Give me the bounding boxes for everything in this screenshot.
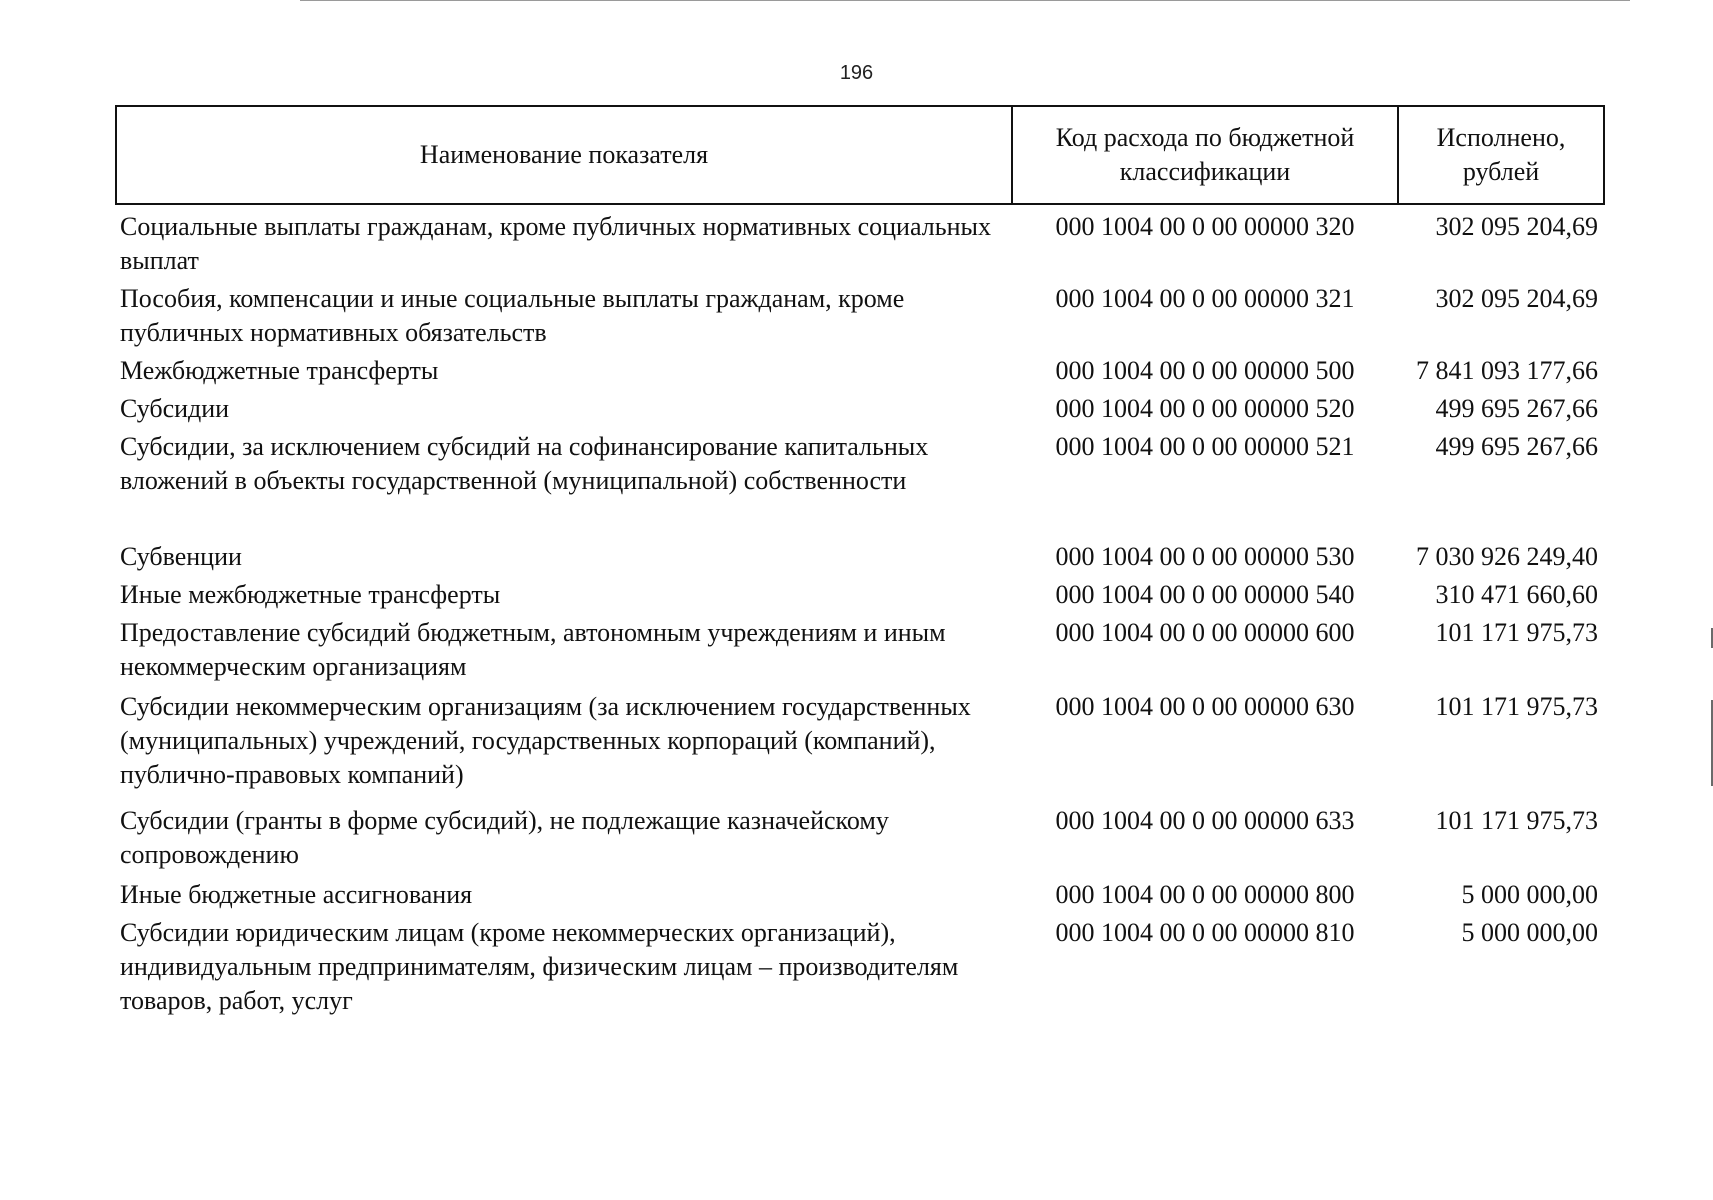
table-row — [116, 352, 1604, 390]
row-name: Межбюджетные трансферты — [120, 356, 439, 385]
table-row — [116, 280, 1604, 352]
row-code: 000 1004 00 0 00 00000 600 — [1055, 618, 1355, 647]
row-name: Субсидии (гранты в форме субсидий), не подлежащие казначейскому сопровождению — [120, 806, 889, 869]
row-amount: 5 000 000,00 — [1461, 918, 1598, 947]
table-row — [116, 538, 1604, 576]
table-row — [116, 876, 1604, 914]
table-row — [116, 914, 1604, 1022]
row-name: Пособия, компенсации и иные социальные выплаты гражданам, кроме публичных нормативных обязательств — [120, 284, 905, 347]
row-amount: 101 171 975,73 — [1435, 692, 1598, 721]
row-amount: 302 095 204,69 — [1435, 284, 1598, 313]
top-rule — [300, 0, 1630, 1]
row-amount: 7 030 926 249,40 — [1416, 542, 1598, 571]
row-name: Предоставление субсидий бюджетным, автономным учреждениям и иным некоммерческим организациям — [120, 618, 946, 681]
column-header-amount: Исполнено, рублей — [1398, 106, 1604, 204]
row-amount: 5 000 000,00 — [1461, 880, 1598, 909]
row-amount: 7 841 093 177,66 — [1416, 356, 1598, 385]
row-name: Социальные выплаты гражданам, кроме публичных нормативных социальных выплат — [120, 212, 991, 275]
table-row — [116, 614, 1604, 688]
row-name: Субсидии — [120, 394, 230, 423]
row-code: 000 1004 00 0 00 00000 520 — [1055, 394, 1355, 423]
row-name: Субсидии, за исключением субсидий на софинансирование капитальных вложений в объекты государственной (муниципальной) собственности — [120, 432, 929, 495]
row-code: 000 1004 00 0 00 00000 800 — [1055, 880, 1355, 909]
table-row — [116, 576, 1604, 614]
row-code: 000 1004 00 0 00 00000 320 — [1055, 212, 1355, 241]
header-row — [116, 106, 1604, 204]
row-amount: 101 171 975,73 — [1435, 618, 1598, 647]
page-number: 196 — [839, 62, 874, 84]
table-row — [116, 204, 1604, 280]
table-row — [116, 802, 1604, 876]
column-header-name: Наименование показателя — [116, 106, 1012, 204]
row-amount: 302 095 204,69 — [1435, 212, 1598, 241]
table-header — [116, 106, 1604, 204]
expenditure-table — [115, 105, 1605, 1022]
row-code: 000 1004 00 0 00 00000 321 — [1055, 284, 1355, 313]
row-name: Иные бюджетные ассигнования — [120, 880, 473, 909]
row-amount: 101 171 975,73 — [1435, 806, 1598, 835]
row-code: 000 1004 00 0 00 00000 521 — [1055, 432, 1355, 461]
row-code: 000 1004 00 0 00 00000 530 — [1055, 542, 1355, 571]
table-row — [116, 428, 1604, 538]
row-code: 000 1004 00 0 00 00000 630 — [1055, 692, 1355, 721]
row-name: Субсидии некоммерческим организациям (за исключением государственных (муниципальных) учреждений, государственных корпораций (компаний), публично-правовых компаний) — [120, 692, 971, 789]
row-code: 000 1004 00 0 00 00000 540 — [1055, 580, 1355, 609]
row-amount: 499 695 267,66 — [1435, 432, 1598, 461]
row-name: Иные межбюджетные трансферты — [120, 580, 501, 609]
row-amount: 499 695 267,66 — [1435, 394, 1598, 423]
row-name: Субвенции — [120, 542, 242, 571]
column-header-code: Код расхода по бюджетной классификации — [1012, 106, 1398, 204]
row-code: 000 1004 00 0 00 00000 633 — [1055, 806, 1355, 835]
row-amount: 310 471 660,60 — [1435, 580, 1598, 609]
row-code: 000 1004 00 0 00 00000 500 — [1055, 356, 1355, 385]
table-row — [116, 390, 1604, 428]
row-name: Субсидии юридическим лицам (кроме некоммерческих организаций), индивидуальным предпринимателям, физическим лицам – производителям товаров, работ, услуг — [120, 918, 959, 1015]
row-code: 000 1004 00 0 00 00000 810 — [1055, 918, 1355, 947]
table-body — [116, 204, 1604, 1022]
table-row — [116, 688, 1604, 802]
